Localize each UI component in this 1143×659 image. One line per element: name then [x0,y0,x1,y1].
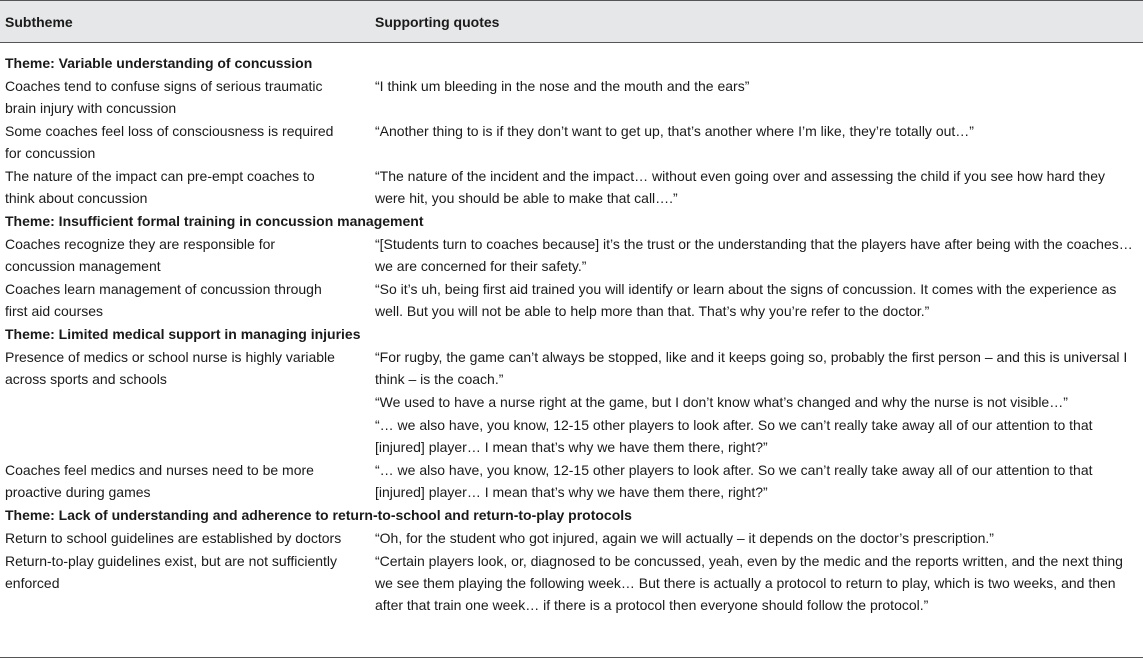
quotes-cell [375,459,1143,503]
table-row [0,459,1143,504]
subtheme-cell: Return-to-play guidelines exist, but are not sufficiently enforced [5,553,338,591]
theme-heading: Theme: Limited medical support in managing injuries [5,326,361,342]
quotes-cell [375,346,1143,458]
quote-text: “I think um bleeding in the nose and the mouth and the ears” [375,78,750,94]
subtheme-cell: Coaches recognize they are responsible for concussion management [5,236,276,274]
quote-text: “… we also have, you know, 12-15 other players to look after. So we can’t really take away all of our attention to that [injured] player… I mean that’s why we have them there, right?” [375,417,1093,455]
table-row [0,233,1143,278]
quote-text: “[Students turn to coaches because] it’s the trust or the understanding that the players have after being with the coaches… we are concerned for their safety.” [375,236,1133,274]
subtheme-cell: Coaches tend to confuse signs of serious traumatic brain injury with concussion [5,78,323,116]
table-row [0,527,1143,550]
quote-text: “Another thing to is if they don’t want to get up, that’s another where I’m like, they’re totally out…” [375,123,974,139]
quotes-cell [375,120,1143,142]
quote-text: “Oh, for the student who got injured, again we will actually – it depends on the doctor’s prescription.” [375,530,994,546]
quote-text: “Certain players look, or, diagnosed to be concussed, yeah, even by the medic and the reports written, and the next thing we see them playing the following week… But there is actually a protocol to return to play, which is two weeks, and then after that train one week… if there is a protocol then everyone should follow the protocol.” [375,553,1123,613]
table-body [0,43,1143,617]
table-bottom-rule [0,657,1143,658]
theme-heading: Theme: Insufficient formal training in concussion management [5,213,424,229]
quotes-cell [375,278,1143,322]
subtheme-cell: Coaches learn management of concussion through first aid courses [5,281,322,319]
table-header [0,0,1143,43]
quote-text: “… we also have, you know, 12-15 other players to look after. So we can’t really take away all of our attention to that [injured] player… I mean that’s why we have them there, right?” [375,462,1093,500]
table-row [0,75,1143,120]
subtheme-cell: The nature of the impact can pre-empt coaches to think about concussion [5,168,315,206]
quote-text: “We used to have a nurse right at the game, but I don’t know what’s changed and why the nurse is not visible…” [375,394,1068,410]
subtheme-cell: Coaches feel medics and nurses need to be more proactive during games [5,462,314,500]
subtheme-cell: Some coaches feel loss of consciousness is required for concussion [5,123,334,161]
quote-text: “So it’s uh, being first aid trained you will identify or learn about the signs of concussion. It comes with the experience as well. But you will not be able to help more than that. That’s why you’re refer to the doctor.” [375,281,1117,319]
quotes-cell [375,550,1143,616]
table-row [0,120,1143,165]
table-row [0,278,1143,323]
header-subtheme: Subtheme [5,13,73,30]
header-supporting-quotes: Supporting quotes [375,13,500,30]
quotes-cell [375,527,1143,549]
quotes-cell [375,233,1143,277]
quotes-cell [375,75,1143,97]
quote-text: “The nature of the incident and the impact… without even going over and assessing the child if you see how hard they were hit, you should be able to make that call….” [375,168,1105,206]
table-row [0,165,1143,210]
table-row [0,550,1143,617]
quotes-cell [375,165,1143,209]
theme-heading: Theme: Variable understanding of concussion [5,55,313,71]
subtheme-cell: Presence of medics or school nurse is highly variable across sports and schools [5,349,335,387]
subtheme-cell: Return to school guidelines are established by doctors [5,530,342,546]
theme-heading: Theme: Lack of understanding and adherence to return-to-school and return-to-play protocols [5,507,632,523]
table-row [0,346,1143,459]
quote-text: “For rugby, the game can’t always be stopped, like and it keeps going so, probably the first person – and this is universal I think – is the coach.” [375,349,1128,387]
